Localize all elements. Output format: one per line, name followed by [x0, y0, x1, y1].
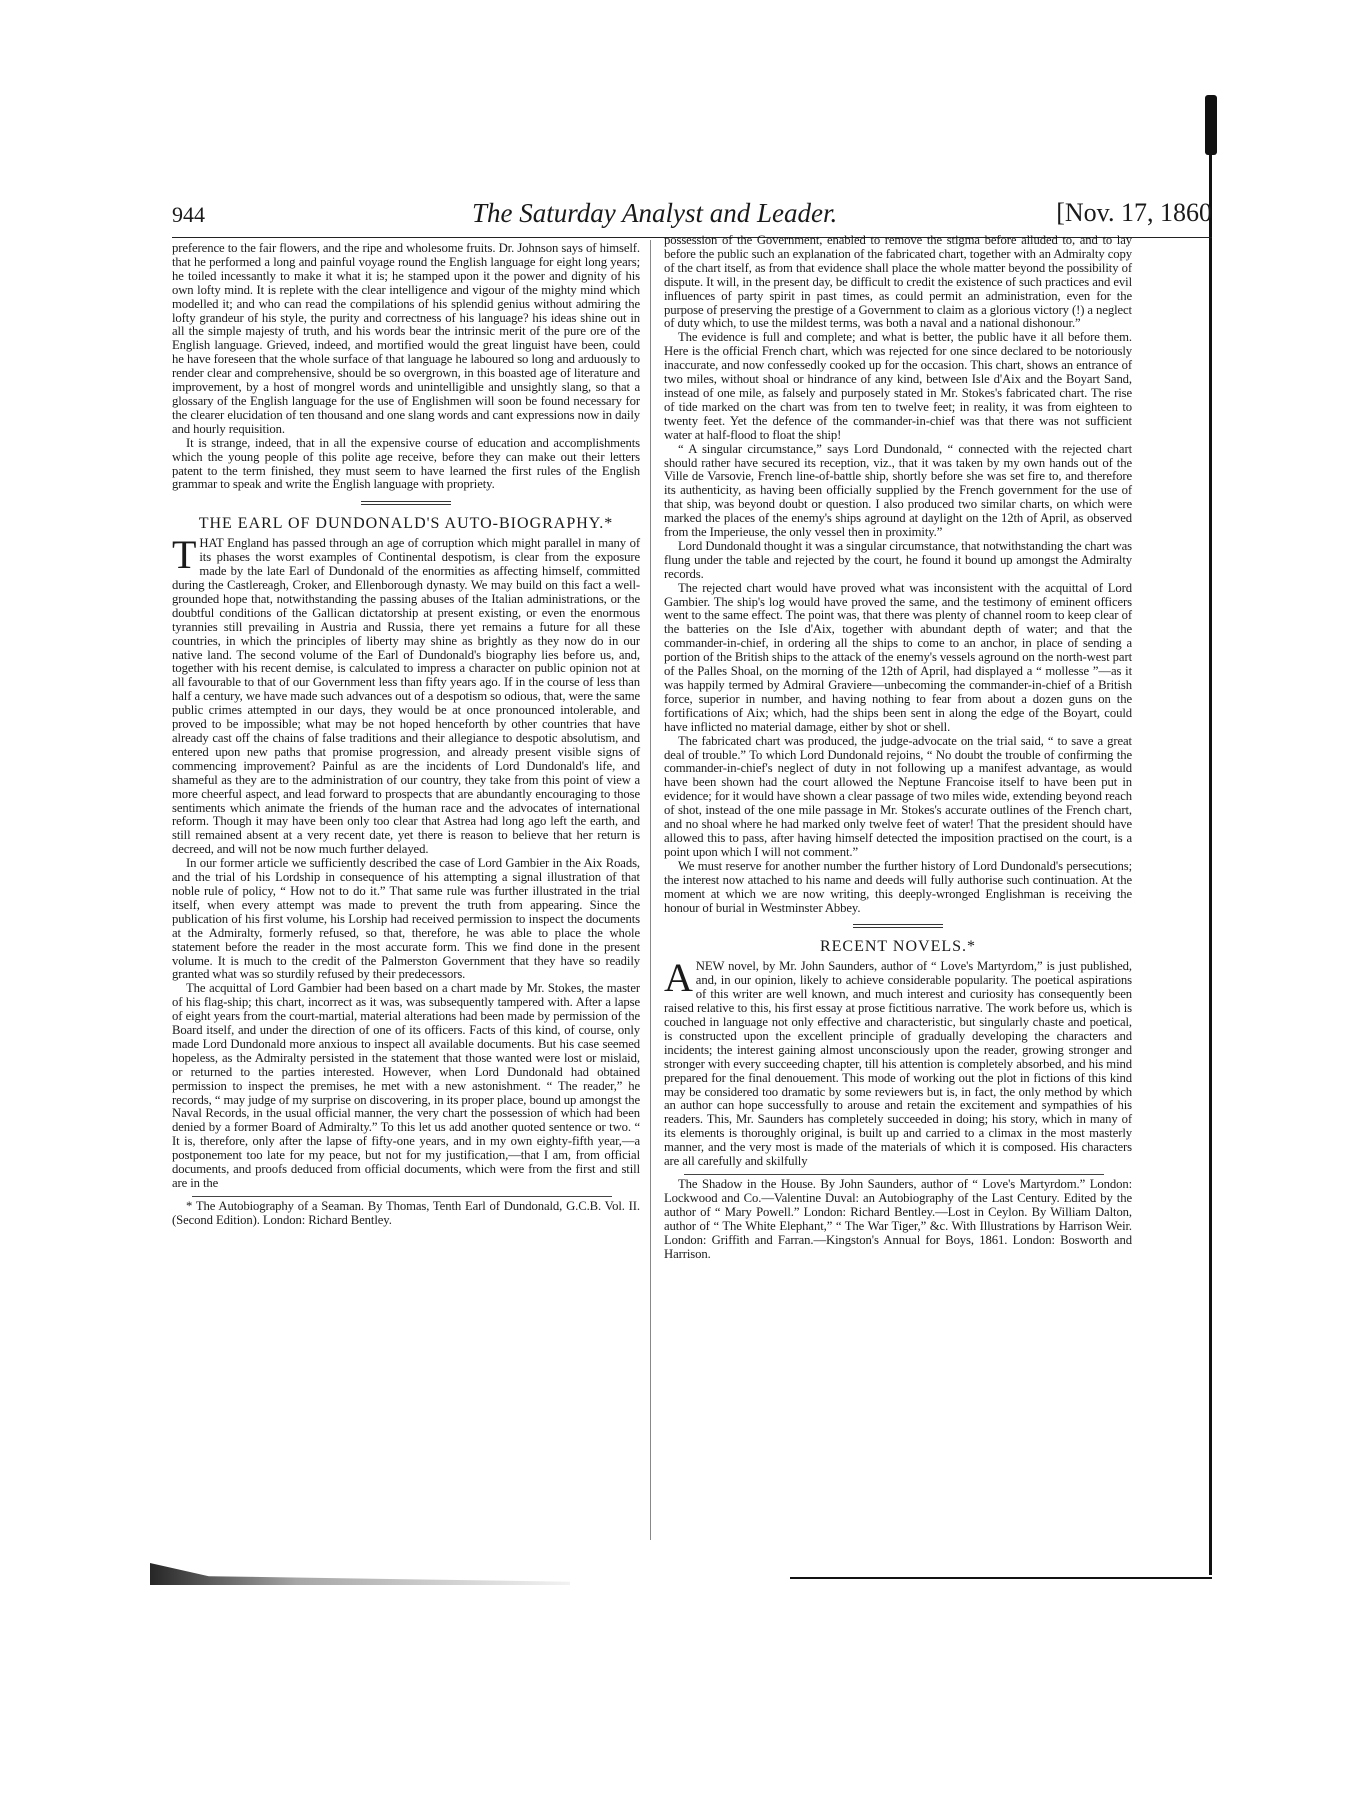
page-header [172, 198, 1212, 238]
paragraph: The fabricated chart was produced, the judge-advocate on the trial said, “ to save a great deal of trouble.” To which Lord Dundonald rejoins, “ No doubt the trouble of confirming the commander-in-chief's neglect of duty in not following up a manifest advantage, as would have been shown had the court allowed the Neptune Francoise itself to have been put in evidence; for it would have shown a clear passage of two miles wide, extending beyond reach of shot, instead of the one mile passage in Mr. Stokes's accurate outlines of the French chart, and no shoal where he had marked only twelve feet of water! That the president should have allowed this to pass, after having himself detected the imposition practised on the court, is a point upon which I will not comment.” [664, 733, 1132, 859]
footnote-rule [684, 1174, 1104, 1175]
right-column [664, 234, 1132, 1261]
paragraph: preference to the fair flowers, and the ripe and wholesome fruits. Dr. Johnson says of himself. that he performed a long and painful voyage round the English language for eight long years; he toiled incessantly to make it what it is; he stamped upon it the power and dignity of his own lofty mind. It is replete with the clear intelligence and vigour of the mighty mind which modelled it; and who can read the compilations of his splendid genius without admiring the lofty grandeur of his style, the purity and correctness of his language? his ideas shine out in all the simple majesty of truth, and his words bear the intrinsic merit of the pure ore of the English language. Grieved, indeed, and mortified would the great linguist have been, could he have foreseen that the whole surface of that language he laboured so long and arduously to render clear and comprehensive, should be so overgrown, in this boasted age of literature and improvement, by a host of mongrel words and unintelligible and unsightly slang, so that a glossary of the English language for the use of Englishmen will soon be found necessary for the clearer elucidation of ten thousand and one slang words and cant expressions now in daily and hourly requisition. [172, 241, 640, 436]
paragraph: “ A singular circumstance,” says Lord Dundonald, “ connected with the rejected chart should rather have secured its reception, viz., that it was taken by my own hands out of the Ville de Varsovie, French line-of-battle ship, shortly before she was set fire to, and therefore its authenticity, as having been officially supplied by the French government for the use of that ship, was beyond doubt or question. I also produced two similar charts, on which were marked the places of the enemy's ships aground at daylight on the 12th of April, as observed from the Imperieuse, the only vessel then in proximity.” [664, 441, 1132, 540]
publication-title: The Saturday Analyst and Leader. [472, 198, 838, 228]
footnote: The Shadow in the House. By John Saunders, author of “ Love's Martyrdom.” London: Lockwood and Co.—Valentine Duval: an Autobiography of the Last Century. Edited by the author of “ Mary Powell.” London: Richard Bentley.—Lost in Ceylon. By William Dalton, author of “ The White Elephant,” “ The War Tiger,” &c. With Illustrations by Harrison Weir. London: Griffith and Farran.—Kingston's Annual for Boys, 1861. London: Bosworth and Harrison. [664, 1177, 1132, 1261]
paragraph: It is strange, indeed, that in all the expensive course of education and accomplishments which the young people of this polite age receive, before they can make out their letters patent to the term finished, they must seem to have learned the first rules of the English grammar to speak and write the English language with propriety. [172, 435, 640, 492]
paragraph: The acquittal of Lord Gambier had been based on a chart made by Mr. Stokes, the master of his flag-ship; this chart, incorrect as it was, was subsequently tampered with. After a lapse of eight years from the court-martial, material alterations had been made by permission of the Board itself, and under the direction of one of its officers. Facts of this kind, of course, only made Lord Dundonald more anxious to inspect all available documents. But his case seemed hopeless, as the Admiralty persisted in the statement that those wanted were lost or mislaid, or returned to the parties interested. However, when Lord Dundonald had obtained permission to inspect the premises, he met with a new astonishment. “ The reader,” he records, “ may judge of my surprise on discovering, in its proper place, bound up amongst the Naval Records, in the usual official manner, the very chart the possession of which had been denied by a former Board of Admiralty.” To this let us add another quoted sentence or two. “ It is, therefore, only after the lapse of fifty-one years, and in my own eighty-fifth year,—a postponement too late for my peace, but not for my justification,—that I am, from official documents, and proofs deduced from official documents, which were from the first and still are in the [172, 981, 640, 1190]
paragraph: In our former article we sufficiently described the case of Lord Gambier in the Aix Roads, and the trial of his Lordship in consequence of his attempting a signal illustration of that noble rule of policy, “ How not to do it.” That same rule was further illustrated in the trial itself, when every attempt was made to prevent the truth from appearing. Since the publication of his first volume, his Lorship had received permission to inspect the documents at the Admiralty, formerly refused, so that, therefore, he was able to place the whole statement before the reader in the most accurate form. This we find done in the present volume. It is much to the credit of the Palmerston Government that they have so readily granted what was so sturdily refused by their predecessors. [172, 856, 640, 982]
paragraph [664, 955, 1132, 1169]
paragraph-text: HAT England has passed through an age of corruption which might parallel in many of its phases the worst examples of Continental despotism, is clear from the exposure made by the late Earl of Dundonald of the enormities as affecting himself, committed during the Castlereagh, Croker, and Ellenborough dynasty. We may build on this fact a well-grounded hope that, notwithstanding the passing abuses of the Italian administrations, or the doubtful conditions of the Gallican dictatorship at present existing, or even the enormous tyrannies still prevailing in Austria and Russia, there yet remains a future for all these countries, in which the principles of liberty may shine as brightly as they now do in our native land. The second volume of the Earl of Dundonald's biography lies before us, and, together with his recent demise, is calculated to impress a character on public opinion not at all favourable to that of our Government less than fifty years ago. If in the course of less than half a century, we have made such advances out of a despotism so odious, that, were the same public crimes attempted in our days, they would be at once pronounced intolerable, and proved to be impossible; what may be not hoped henceforth by other countries that have already cast off the chains of false traditions and their allegiance to despotic absolutism, and entered upon new paths that promise progression, and already present visible signs of commencing improvement? Painful as are the incidents of Lord Dundonald's life, and shameful as they are to the administration of our country, they take from this point of view a more cheerful aspect, and lead forward to prospects that are abundantly encouraging to those sentiments which animate the friends of the human race and the advocates of international reform. Though it may have been only too clear that Astrea had long ago left the earth, and still remained absent at a very recent date, yet there is reason to believe that her return is decreed, and will not be now much further delayed. [172, 536, 640, 857]
section-title: THE EARL OF DUNDONALD'S AUTO-BIOGRAPHY.* [198, 515, 614, 533]
footnote: * The Autobiography of a Seaman. By Thomas, Tenth Earl of Dundonald, G.C.B. Vol. II. (Second Edition). London: Richard Bentley. [172, 1198, 640, 1227]
issue-date: [Nov. 17, 1860 [1056, 198, 1212, 227]
drop-cap: A [664, 955, 693, 1001]
footnote-rule [192, 1196, 612, 1197]
paragraph-text: NEW novel, by Mr. John Saunders, author of “ Love's Martyrdom,” is just published, and, in our opinion, likely to achieve considerable popularity. The poetical aspirations of this writer are well known, and much interest and curiosity has consequently been raised relative to this, his first essay at prose fictitious narrative. The work before us, which is couched in language not only effective and characteristic, but singularly chaste and poetical, is constructed upon the excellent principle of gradually developing the characters and incidents; the interest gaining almost unconsciously upon the reader, growing stronger and stronger with every succeeding chapter, till his attention is completely absorbed, and his mind prepared for the final denouement. This mode of working out the plot in fictions of this kind may be considered too dramatic by some reviewers but is, in fact, the only method by which an author can hope successfully to arouse and retain the excitement and sympathies of his readers. This, Mr. Saunders has completely succeeded in doing; his story, which in many of its elements is thoroughly original, is built up and carried to a climax in the most masterly manner, and the very most is made of the materials of which it is composed. His characters are all carefully and skilfully [664, 959, 1132, 1169]
paragraph [172, 532, 640, 857]
paragraph: Lord Dundonald thought it was a singular circumstance, that notwithstanding the chart was flung under the table and rejected by the court, he found it bound up amongst the Admiralty records. [664, 538, 1132, 581]
paragraph: possession of the Government, enabled to remove the stigma before alluded to, and to lay before the public such an explanation of the fabricated chart, together with an Admiralty copy of the chart itself, as from that evidence shall place the whole matter beyond the possibility of dispute. It will, in the present day, be difficult to credit the existence of such practices and evil influences of party spirit in past times, as could permit an administration, even for the purpose of preserving the prestige of a Government to claim as a glorious victory (!) a neglect of duty which, to use the mildest terms, was both a naval and a national dishonour.” [664, 233, 1132, 331]
section-title: RECENT NOVELS.* [819, 938, 977, 956]
drop-cap: T [172, 532, 197, 578]
paragraph: We must reserve for another number the further history of Lord Dundonald's persecutions; the interest now attached to his name and deeds will fully authorise such continuation. At the moment at which we are now writing, this deeply-wronged Englishman is receiving the honour of burial in Westminster Abbey. [664, 858, 1132, 915]
column-separator [650, 240, 651, 1540]
section-divider [853, 924, 943, 928]
left-column [172, 242, 640, 1228]
section-divider [361, 501, 451, 505]
binding-line [1209, 115, 1212, 1575]
bottom-rule [790, 1577, 1212, 1579]
scan-shadow [150, 1563, 570, 1585]
paragraph: The rejected chart would have proved what was inconsistent with the acquittal of Lord Gambier. The ship's log would have proved the same, and the testimony of eminent officers went to the same effect. The point was, that there was plenty of channel room to keep clear of the batteries on the Isle d'Aix, together with abundant depth of water; and that the commander-in-chief, in ordering all the ships to come to an anchor, in place of sending a portion of the British ships to the attack of the enemy's vessels aground on the north-west part of the Palles Shoal, on the morning of the 12th of April, had displayed a “ mollesse ”—as it was happily termed by Admiral Graviere—unbecoming the commander-in-chief of a British force, superior in number, and having nothing to fear from about a dozen guns on the fortifications of Aix; which, had the ships been sent in along the edge of the Boyart, could have inflicted no material damage, either by shot or shell. [664, 580, 1132, 734]
paragraph: The evidence is full and complete; and what is better, the public have it all before them. Here is the official French chart, which was rejected for one since declared to be notoriously inaccurate, and now confessedly cooked up for the occasion. This chart, shows an entrance of two miles, without shoal or hindrance of any kind, between Isle d'Aix and the Boyart Sand, instead of one mile, as falsely and purposely stated in Mr. Stokes's fabricated chart. The rise of tide marked on the chart was from ten to twelve feet; in reality, it was from eighteen to twenty feet. Yet the defence of the commander-in-chief was that there was not sufficient water at half-flood to float the ship! [664, 330, 1132, 442]
page-number: 944 [172, 202, 205, 227]
